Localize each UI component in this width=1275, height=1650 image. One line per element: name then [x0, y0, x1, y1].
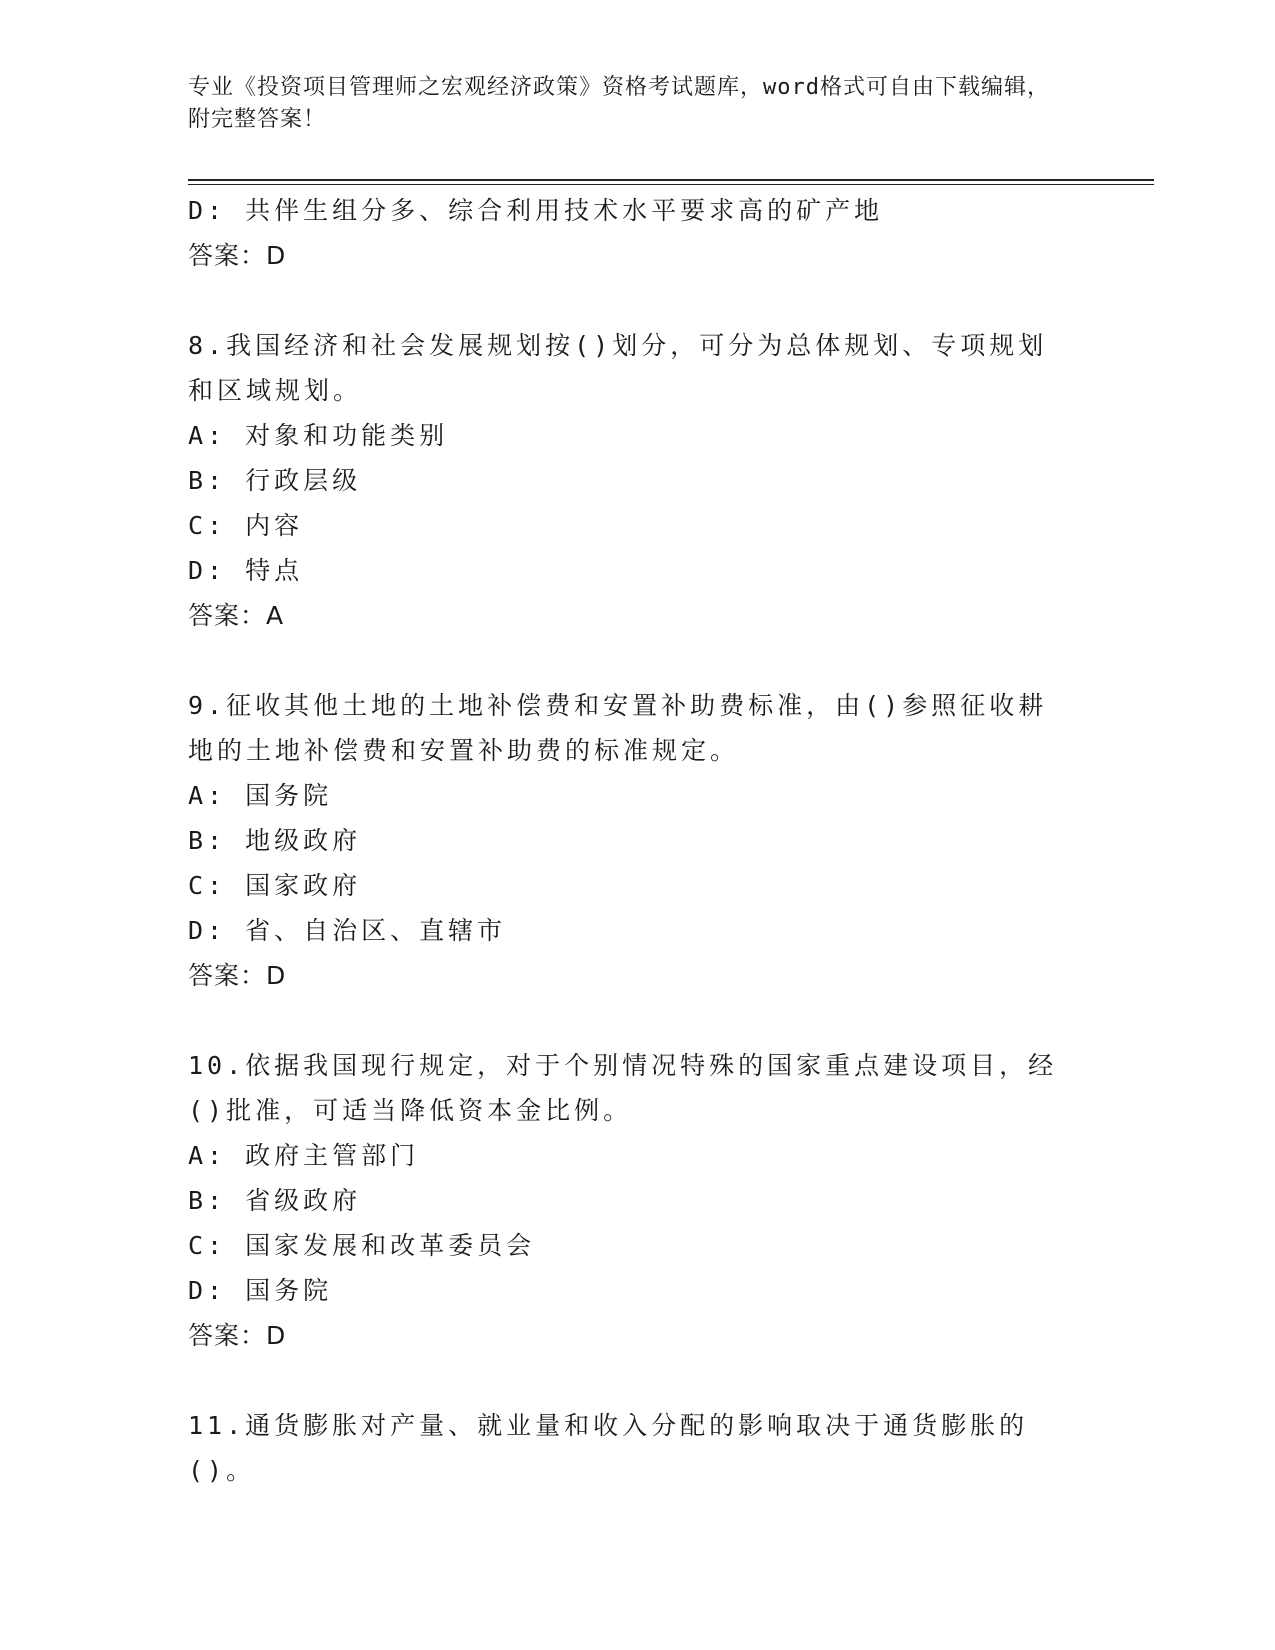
question-text: 9.征收其他土地的土地补偿费和安置补助费标准，由()参照征收耕地的土地补偿费和安置补助费的标准规定。	[188, 691, 1048, 765]
page-header	[188, 72, 1068, 136]
question-block-8	[188, 323, 1088, 638]
option-a: A: 国务院	[188, 781, 333, 810]
option-c: C: 国家发展和改革委员会	[188, 1231, 536, 1260]
header-text: 专业《投资项目管理师之宏观经济政策》资格考试题库，word格式可自由下载编辑，附完整答案！	[188, 75, 1050, 132]
option-b: B: 省级政府	[188, 1186, 362, 1215]
option-d: D: 特点	[188, 556, 304, 585]
spacer	[188, 278, 1088, 323]
option-b: B: 行政层级	[188, 466, 362, 495]
question-block-9	[188, 683, 1088, 998]
question-list	[188, 188, 1088, 1493]
answer: 答案：A	[188, 601, 285, 630]
spacer	[188, 998, 1088, 1043]
question-text: 11.通货膨胀对产量、就业量和收入分配的影响取决于通货膨胀的()。	[188, 1411, 1029, 1485]
option-a: A: 对象和功能类别	[188, 421, 449, 450]
question-block-10	[188, 1043, 1088, 1358]
option-a: A: 政府主管部门	[188, 1141, 420, 1170]
option-c: C: 内容	[188, 511, 304, 540]
option-c: C: 国家政府	[188, 871, 362, 900]
prev-answer: 答案：D	[188, 241, 287, 270]
question-block-11	[188, 1403, 1088, 1493]
spacer	[188, 638, 1088, 683]
answer: 答案：D	[188, 961, 287, 990]
header-divider-thin	[188, 184, 1154, 185]
option-b: B: 地级政府	[188, 826, 362, 855]
header-divider-thick	[188, 179, 1154, 181]
question-text: 8.我国经济和社会发展规划按()划分，可分为总体规划、专项规划和区域规划。	[188, 331, 1048, 405]
answer: 答案：D	[188, 1321, 287, 1350]
option-d: D: 国务院	[188, 1276, 333, 1305]
question-text: 10.依据我国现行规定，对于个别情况特殊的国家重点建设项目，经()批准，可适当降低资本金比例。	[188, 1051, 1058, 1125]
spacer	[188, 1358, 1088, 1403]
option-d: D: 省、自治区、直辖市	[188, 916, 507, 945]
prev-option-d: D: 共伴生组分多、综合利用技术水平要求高的矿产地	[188, 196, 884, 225]
